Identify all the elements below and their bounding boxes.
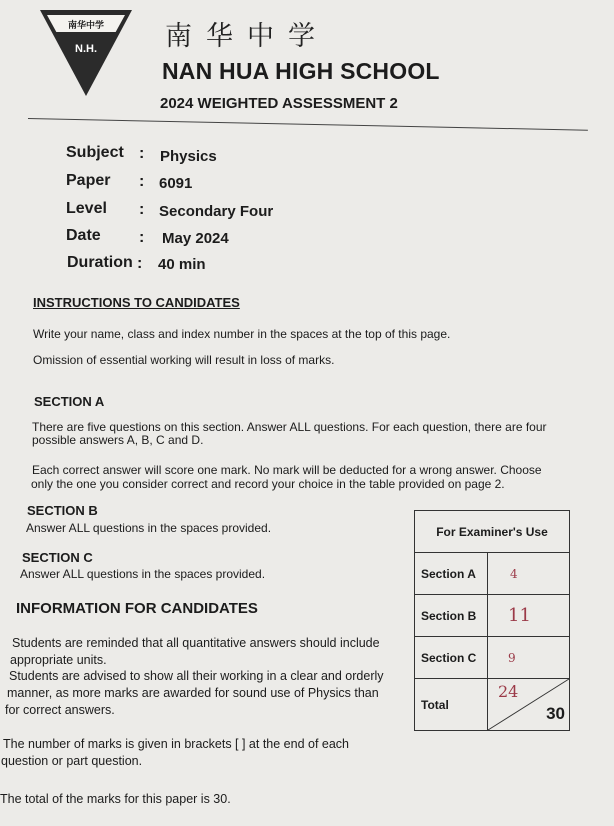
instructions-heading: INSTRUCTIONS TO CANDIDATES	[33, 295, 240, 310]
date-label: Date	[66, 227, 101, 244]
info-text: for correct answers.	[5, 703, 115, 717]
assessment-title: 2024 WEIGHTED ASSESSMENT 2	[160, 95, 398, 112]
section-c-heading: SECTION C	[22, 550, 93, 565]
section-c-text: Answer ALL questions in the spaces provided.	[20, 567, 266, 581]
section-a-text: only the one you consider correct and record your choice in the table provided on page 2.	[31, 477, 505, 491]
section-b-mark: 11	[488, 595, 570, 637]
instruction-line: Write your name, class and index number in the spaces at the top of this page.	[33, 327, 451, 341]
info-text: Students are reminded that all quantitative answers should include	[12, 636, 380, 650]
info-text: question or part question.	[1, 754, 143, 768]
total-max: 30	[546, 704, 565, 723]
section-c-mark: 9	[488, 637, 570, 679]
total-score: 24	[498, 682, 519, 701]
info-text: appropriate units.	[10, 653, 107, 667]
paper-value: 6091	[159, 175, 193, 192]
examiner-table	[414, 510, 570, 731]
colon: :	[139, 145, 145, 162]
school-name: NAN HUA HIGH SCHOOL	[162, 58, 440, 84]
section-b-text: Answer ALL questions in the spaces provided.	[26, 521, 272, 535]
colon: :	[139, 229, 145, 246]
table-row	[415, 553, 570, 595]
paper-label: Paper	[66, 172, 111, 189]
svg-text:N.H.: N.H.	[75, 43, 97, 55]
level-value: Secondary Four	[159, 203, 274, 220]
level-label: Level	[66, 200, 107, 217]
table-row	[415, 679, 570, 731]
duration-value: 40 min	[158, 256, 206, 273]
school-logo	[38, 8, 134, 98]
colon: :	[137, 255, 143, 272]
info-text: The number of marks is given in brackets [ ] at the end of each	[3, 737, 350, 751]
svg-text:南华中学: 南华中学	[67, 21, 105, 31]
subject-label: Subject	[66, 144, 124, 161]
examiner-header: For Examiner's Use	[415, 511, 570, 553]
info-text: Students are advised to show all their working in a clear and orderly	[9, 669, 384, 683]
colon: :	[139, 173, 145, 190]
section-b-heading: SECTION B	[27, 503, 98, 518]
table-row	[415, 637, 570, 679]
info-text: The total of the marks for this paper is 30.	[0, 792, 231, 806]
section-a-text: possible answers A, B, C and D.	[32, 433, 204, 447]
table-row	[415, 595, 570, 637]
header-divider	[28, 118, 588, 131]
section-c-label: Section C	[415, 637, 488, 679]
total-cell	[488, 679, 570, 731]
section-a-mark: 4	[488, 553, 570, 595]
total-label: Total	[415, 679, 488, 731]
subject-value: Physics	[160, 148, 217, 165]
section-a-text: Each correct answer will score one mark. No mark will be deducted for a wrong answer. Choose	[32, 463, 542, 477]
section-b-label: Section B	[415, 595, 488, 637]
colon: :	[139, 201, 145, 218]
info-text: manner, as more marks are awarded for sound use of Physics than	[7, 686, 379, 700]
instruction-line: Omission of essential working will result in loss of marks.	[33, 353, 335, 367]
date-value: May 2024	[162, 230, 229, 247]
section-a-text: There are five questions on this section. Answer ALL questions. For each question, there are four	[32, 420, 547, 434]
section-a-heading: SECTION A	[34, 394, 105, 409]
information-heading: INFORMATION FOR CANDIDATES	[16, 600, 258, 617]
section-a-label: Section A	[415, 553, 488, 595]
duration-label: Duration	[67, 254, 133, 271]
school-name-chinese: 南华中学	[165, 21, 329, 52]
